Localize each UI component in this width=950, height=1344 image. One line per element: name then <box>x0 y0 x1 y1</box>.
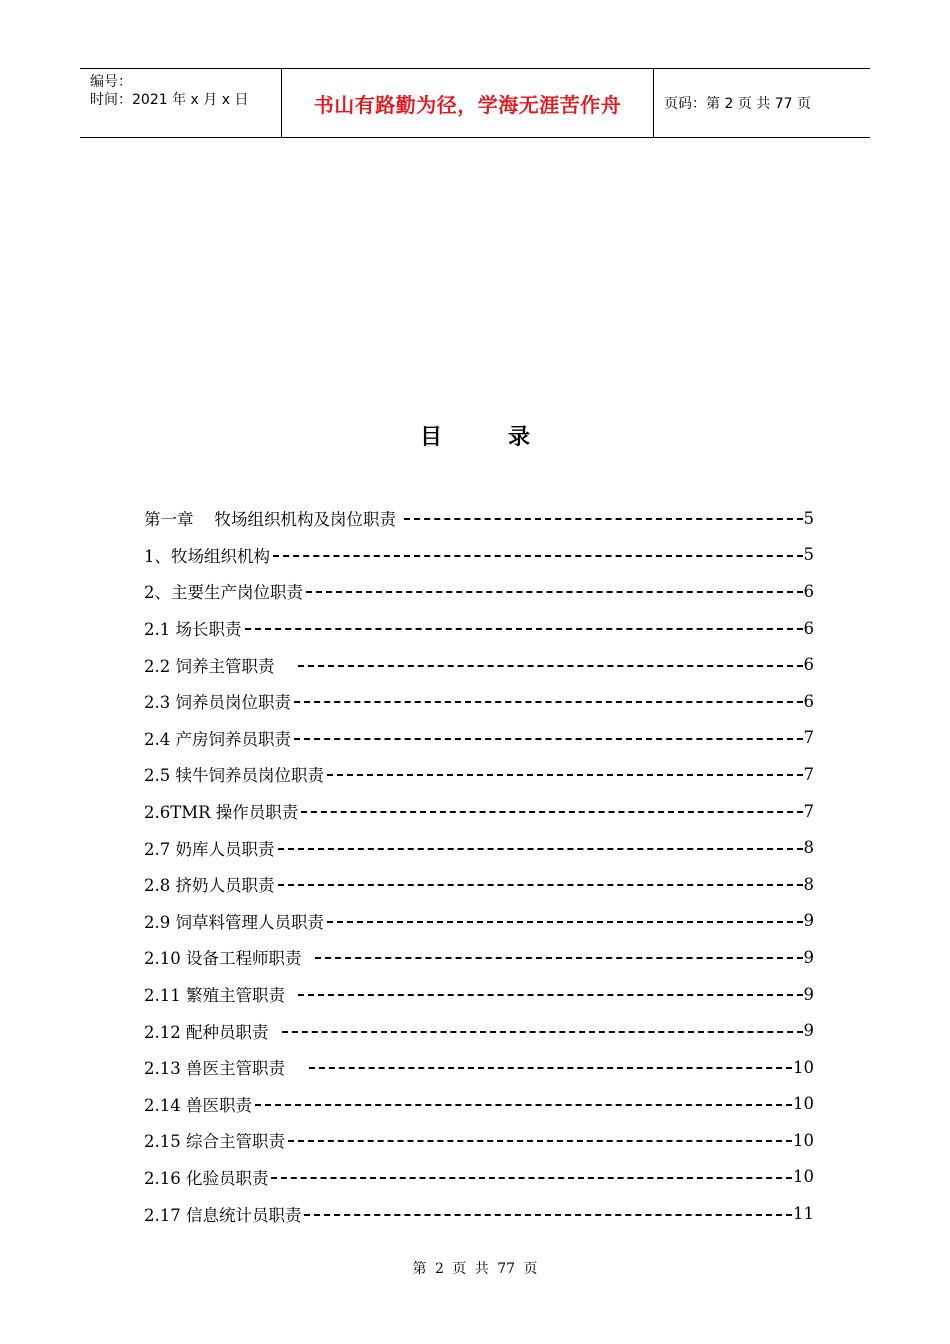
toc-entry-page: 6 <box>803 581 814 601</box>
toc-leader <box>298 994 802 996</box>
toc-entry-label: 2.6TMR 操作员职责 <box>144 803 299 823</box>
toc-leader <box>294 738 803 740</box>
toc-entry[interactable] <box>144 610 814 647</box>
toc-entry-label: 2.11 繁殖主管职责 <box>144 986 296 1006</box>
toc-entry-label: 2.15 综合主管职责 <box>144 1132 285 1152</box>
toc-leader <box>288 1140 792 1142</box>
toc-entry[interactable] <box>144 537 814 574</box>
toc-entry[interactable] <box>144 793 814 830</box>
toc-entry-page: 10 <box>793 1057 814 1077</box>
toc-leader <box>298 665 802 667</box>
toc-entry[interactable] <box>144 1122 814 1159</box>
toc-leader <box>306 591 803 593</box>
toc-leader <box>304 1214 792 1216</box>
toc-entry-page: 7 <box>803 728 814 748</box>
toc-entry-label: 2.5 犊牛饲养员岗位职责 <box>144 766 324 786</box>
toc-entry[interactable] <box>144 683 814 720</box>
toc-leader <box>278 884 803 886</box>
toc-title-part1: 目 <box>419 425 442 450</box>
toc-entry[interactable] <box>144 500 814 537</box>
toc-entry-label: 2.13 兽医主管职责 <box>144 1059 306 1079</box>
toc-entry-label: 2.12 配种员职责 <box>144 1022 279 1042</box>
toc-entry-label: 2.9 饲草料管理人员职责 <box>144 912 324 932</box>
toc-entry-page: 9 <box>803 1021 814 1041</box>
toc-title-part2: 录 <box>508 425 531 450</box>
toc-entry-label: 2.3 饲养员岗位职责 <box>144 693 291 713</box>
toc-entry-page: 8 <box>803 838 814 858</box>
toc-entry-label: 2.8 挤奶人员职责 <box>144 876 275 896</box>
toc-entry-page: 6 <box>803 618 814 638</box>
toc-entry-page: 10 <box>793 1094 814 1114</box>
toc-entry-label: 2.10 设备工程师职责 <box>144 949 312 969</box>
toc-entry-page: 9 <box>803 947 814 967</box>
toc-entry[interactable] <box>144 1049 814 1086</box>
toc-entry-label: 2.4 产房饲养员职责 <box>144 729 291 749</box>
toc-entry[interactable] <box>144 646 814 683</box>
toc-entry[interactable] <box>144 829 814 866</box>
toc-entry-label: 第一章 牧场组织机构及岗位职责 <box>144 510 402 530</box>
toc-entry[interactable] <box>144 1012 814 1049</box>
toc-entry-page: 8 <box>803 874 814 894</box>
toc-entry-label: 1、牧场组织机构 <box>144 546 270 566</box>
toc-entry[interactable] <box>144 573 814 610</box>
date-label: 时间：2021 年 x 月 x 日 <box>90 92 249 108</box>
toc-leader <box>327 774 803 776</box>
toc-entry-page: 6 <box>803 691 814 711</box>
toc-entry-label: 2.1 场长职责 <box>144 620 242 640</box>
toc-entry-page: 10 <box>793 1167 814 1187</box>
toc-entry-page: 10 <box>793 1130 814 1150</box>
toc-leader <box>315 957 803 959</box>
toc-leader <box>282 1031 803 1033</box>
toc-entry-page: 7 <box>803 764 814 784</box>
toc-entry-page: 5 <box>803 508 814 528</box>
toc-entry-page: 9 <box>803 984 814 1004</box>
table-of-contents <box>144 500 814 1232</box>
toc-leader <box>278 848 803 850</box>
toc-entry-label: 2.16 化验员职责 <box>144 1168 269 1188</box>
toc-entry-label: 2、主要生产岗位职责 <box>144 583 303 603</box>
toc-entry[interactable] <box>144 866 814 903</box>
page-header <box>80 68 870 138</box>
toc-title <box>0 420 950 451</box>
toc-entry-page: 11 <box>793 1204 814 1224</box>
toc-leader <box>271 1177 792 1179</box>
toc-entry-label: 2.17 信息统计员职责 <box>144 1205 302 1225</box>
header-page-label: 页码：第 2 页 共 77 页 <box>664 96 811 112</box>
toc-entry[interactable] <box>144 903 814 940</box>
toc-entry[interactable] <box>144 720 814 757</box>
toc-entry[interactable] <box>144 1086 814 1123</box>
toc-leader <box>327 921 803 923</box>
toc-entry-page: 6 <box>803 655 814 675</box>
toc-entry-page: 5 <box>803 545 814 565</box>
toc-leader <box>294 701 803 703</box>
toc-entry-label: 2.2 饲养主管职责 <box>144 656 296 676</box>
toc-entry[interactable] <box>144 1159 814 1196</box>
toc-leader <box>273 555 803 557</box>
page-footer: 第 2 页 共 77 页 <box>412 1261 538 1277</box>
toc-leader <box>404 518 802 520</box>
toc-leader <box>245 628 803 630</box>
toc-entry[interactable] <box>144 939 814 976</box>
toc-entry-label: 2.7 奶库人员职责 <box>144 839 275 859</box>
toc-entry-page: 9 <box>803 911 814 931</box>
toc-entry[interactable] <box>144 1195 814 1232</box>
toc-entry[interactable] <box>144 976 814 1013</box>
number-label: 编号： <box>90 74 132 90</box>
toc-leader <box>301 811 802 813</box>
header-meta <box>80 69 282 137</box>
header-motto: 书山有路勤为径，学海无涯苦作舟 <box>282 69 654 137</box>
toc-leader <box>309 1067 792 1069</box>
toc-entry-label: 2.14 兽医职责 <box>144 1095 252 1115</box>
toc-entry-page: 7 <box>803 801 814 821</box>
toc-leader <box>255 1104 792 1106</box>
toc-entry[interactable] <box>144 756 814 793</box>
